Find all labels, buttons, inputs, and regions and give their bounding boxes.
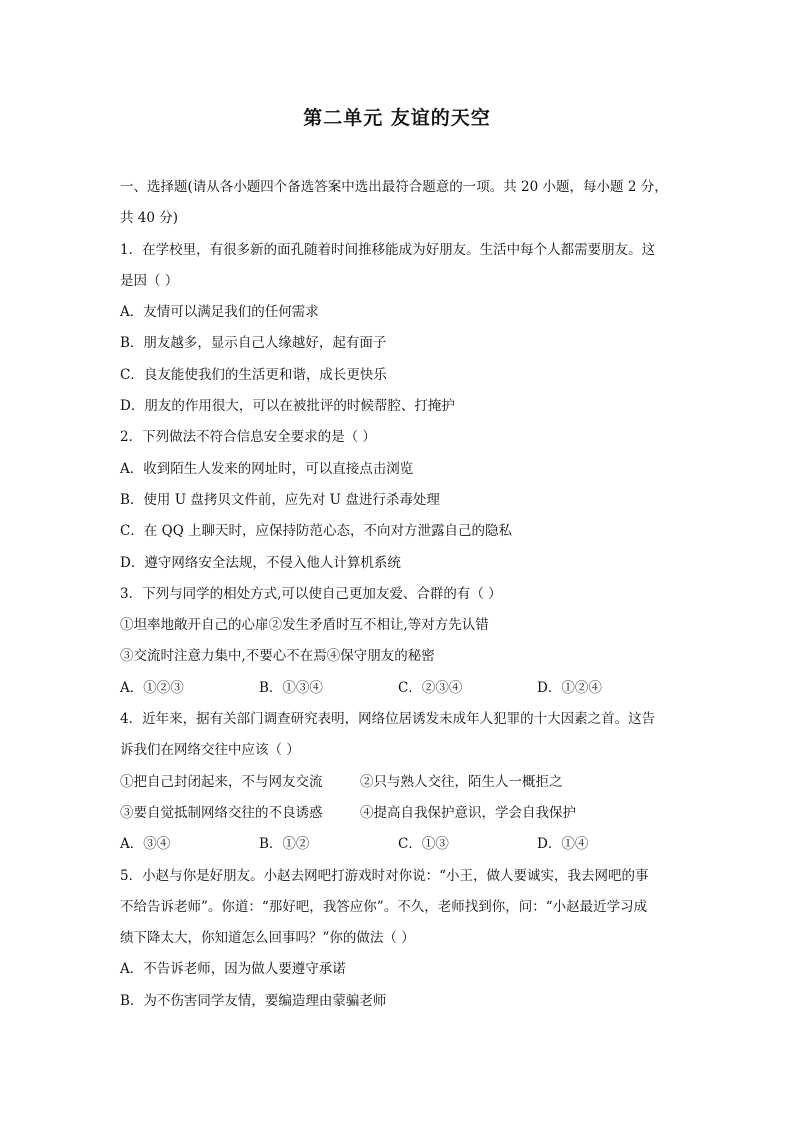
question-4-options — [120, 829, 690, 860]
question-2-option-b: B．使用 U 盘拷贝文件前，应先对 U 盘进行杀毒处理 — [120, 491, 440, 508]
question-4-items-row-2 — [120, 798, 690, 829]
question-3-option-d: D．①②④ — [537, 679, 602, 696]
question-2-option-a: A．收到陌生人发来的网址时，可以直接点击浏览 — [120, 460, 414, 477]
question-3-options — [120, 673, 690, 704]
question-4-item-4: ④提高自我保护意识，学会自我保护 — [360, 804, 576, 821]
question-3-option-c: C．②③④ — [398, 679, 463, 696]
question-2-option-d: D．遵守网络安全法规，不侵入他人计算机系统 — [120, 554, 401, 571]
document-body — [120, 172, 690, 1017]
question-5-stem-line-1: 5．小赵与你是好朋友。小赵去网吧打游戏时对你说：“小王，做人要诚实，我去网吧的事 — [120, 867, 649, 884]
question-3-option-b: B．①③④ — [259, 679, 323, 696]
question-3-item-line-2: ③交流时注意力集中,不要心不在焉④保守朋友的秘密 — [120, 648, 435, 665]
question-3-option-a: A．①②③ — [120, 679, 184, 696]
question-1-option-b: B．朋友越多，显示自己人缘越好，起有面子 — [120, 335, 387, 352]
question-2-stem: 2．下列做法不符合信息安全要求的是（ ） — [120, 429, 376, 446]
question-4-option-c: C．①③ — [398, 836, 449, 853]
question-4-item-3: ③要自觉抵制网络交往的不良诱惑 — [120, 804, 323, 821]
question-1-option-c: C．良友能使我们的生活更和谐，成长更快乐 — [120, 366, 387, 383]
question-4-stem-line-1: 4．近年来，据有关部门调查研究表明，网络位居诱发未成年人犯罪的十大因素之首。这告 — [120, 711, 656, 728]
question-4-item-2: ②只与熟人交往，陌生人一概拒之 — [360, 773, 563, 790]
page-title: 第二单元 友谊的天空 — [303, 107, 491, 129]
question-5-stem-line-2: 不给告诉老师”。你道：“那好吧，我答应你”。不久，老师找到你，问：“小赵最近学习成 — [120, 898, 648, 915]
question-3-stem: 3．下列与同学的相处方式,可以使自己更加友爱、合群的有（ ） — [120, 585, 502, 602]
question-4-items-row-1 — [120, 767, 690, 798]
question-4-option-d: D．①④ — [537, 836, 589, 853]
section-header-line-2: 共 40 分) — [120, 210, 179, 227]
question-5-option-a: A．不告诉老师，因为做人要遵守承诺 — [120, 961, 346, 978]
question-1-stem-line-2: 是因（ ） — [120, 272, 179, 289]
question-4-stem-line-2: 诉我们在网络交往中应该（ ） — [120, 742, 300, 759]
question-4-option-a: A．③④ — [120, 836, 171, 853]
question-3-item-line-1: ①坦率地敞开自己的心扉②发生矛盾时互不相让,等对方先认错 — [120, 617, 489, 634]
question-2-option-c: C．在 QQ 上聊天时，应保持防范心态，不向对方泄露自己的隐私 — [120, 523, 513, 540]
question-4-item-1: ①把自己封闭起来，不与网友交流 — [120, 773, 323, 790]
question-1-option-d: D．朋友的作用很大，可以在被批评的时候帮腔、打掩护 — [120, 398, 455, 415]
question-4-option-b: B．①② — [259, 836, 310, 853]
section-header-line-1: 一、选择题(请从各小题四个备选答案中选出最符合题意的一项。共 20 小题，每小题 2 分， — [120, 179, 668, 195]
question-1-stem-line-1: 1．在学校里，有很多新的面孔随着时间推移能成为好朋友。生活中每个人都需要朋友。这 — [120, 241, 656, 258]
question-1-option-a: A．友情可以满足我们的任何需求 — [120, 304, 319, 321]
question-5-option-b: B．为不伤害同学友情，要编造理由蒙骗老师 — [120, 992, 387, 1009]
question-5-stem-line-3: 绩下降太大，你知道怎么回事吗？”你的做法（ ） — [120, 930, 415, 947]
